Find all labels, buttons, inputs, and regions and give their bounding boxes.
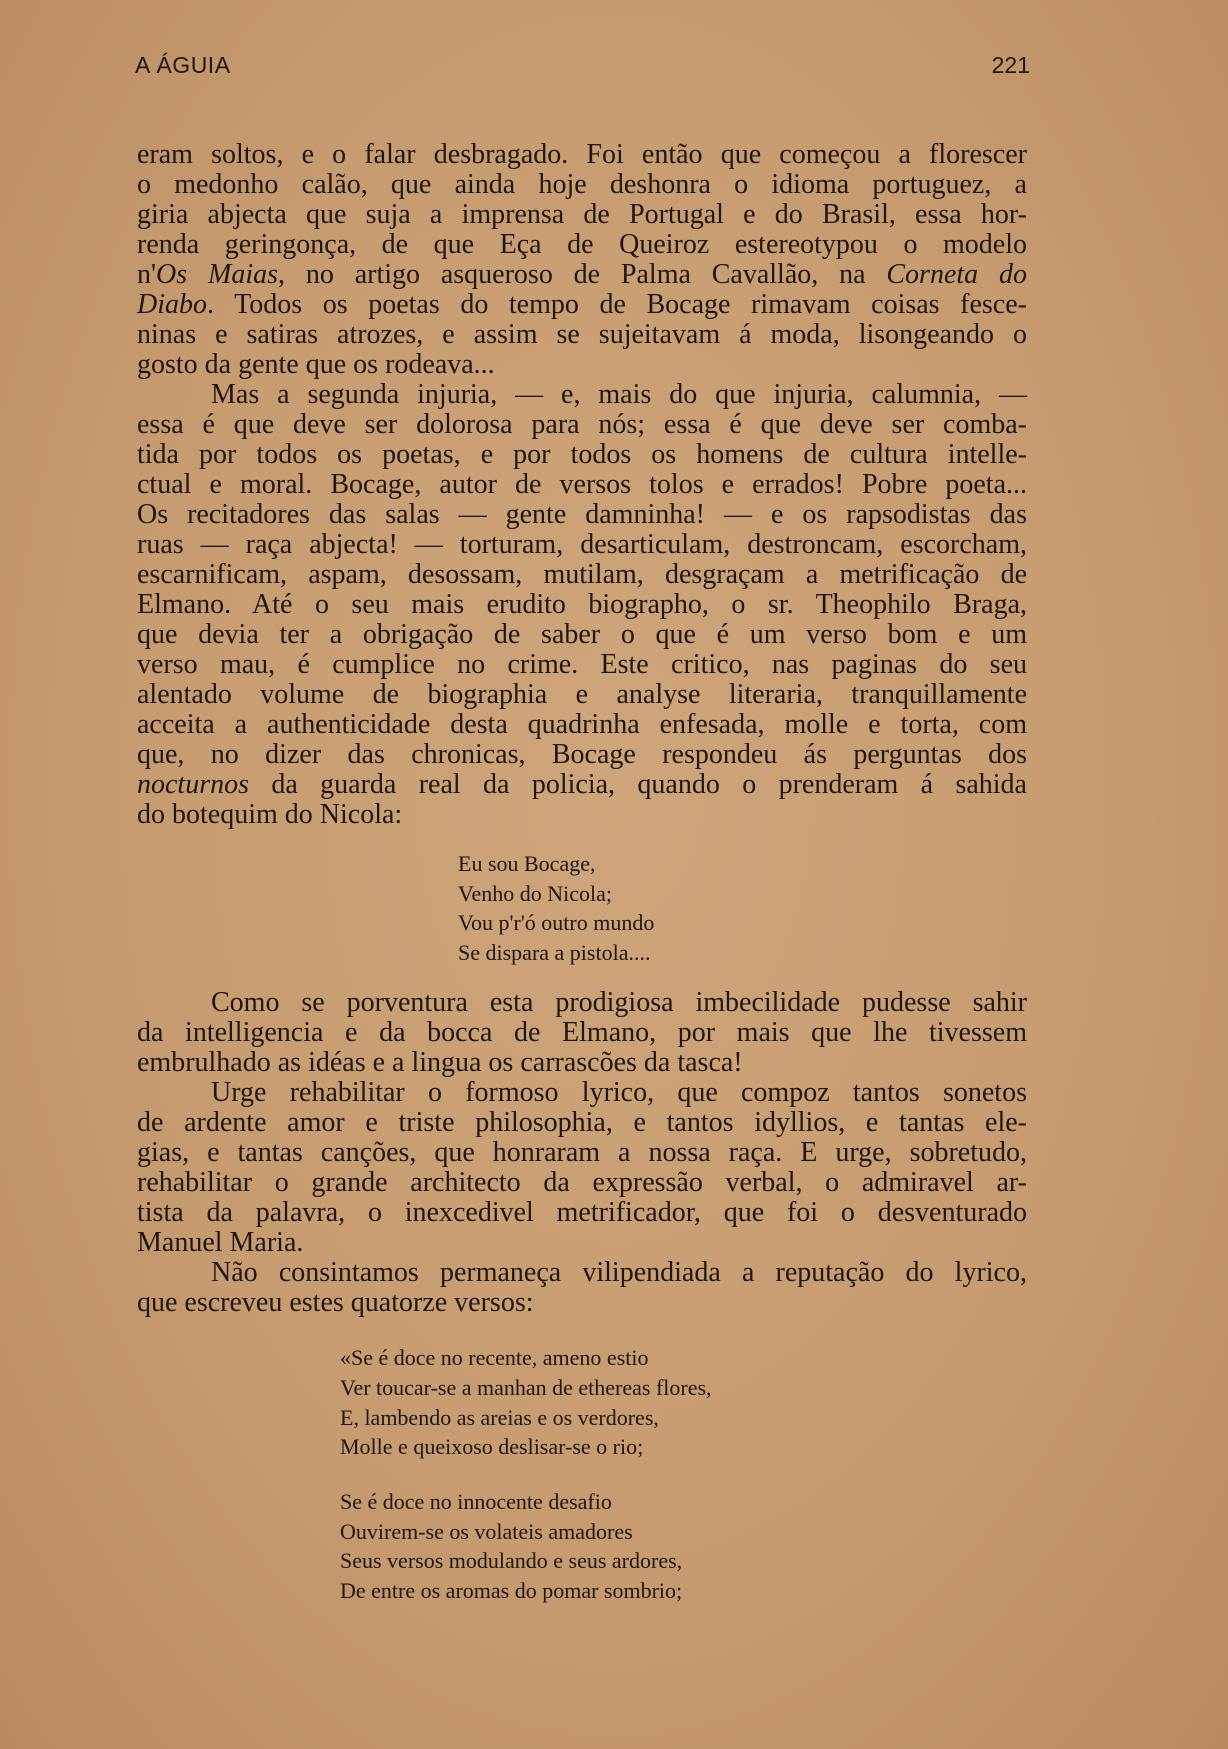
text-line: Mas a segunda injuria, — e, mais do que injuria, calumnia, — — [211, 379, 1027, 410]
text-line: ruas — raça abjecta! — torturam, desarticulam, destroncam, escorcham, — [137, 529, 1027, 560]
text-line: renda geringonça, de que Eça de Queiroz estereotypou o modelo — [137, 229, 1027, 260]
text-line: da intelligencia e da bocca de Elmano, por mais que lhe tivessem — [137, 1017, 1027, 1048]
text-line: Urge rehabilitar o formoso lyrico, que compoz tantos sonetos — [211, 1077, 1027, 1108]
text-line: Diabo. Todos os poetas do tempo de Bocage rimavam coisas fesce- — [137, 289, 1027, 320]
text-line: Não consintamos permaneça vilipendiada a reputação do lyrico, — [211, 1257, 1027, 1288]
text-line: que escreveu estes quatorze versos: — [137, 1287, 534, 1318]
text-line: n'Os Maias, no artigo asqueroso de Palma Cavallão, na Corneta do — [137, 259, 1027, 290]
text-line: tida por todos os poetas, e por todos os homens de cultura intelle- — [137, 439, 1027, 470]
text-line: que devia ter a obrigação de saber o que é um verso bom e um — [137, 619, 1027, 650]
text-line: gias, e tantas canções, que honraram a nossa raça. E urge, sobretudo, — [137, 1137, 1027, 1168]
text-line: Elmano. Até o seu mais erudito biographo, o sr. Theophilo Braga, — [137, 589, 1027, 620]
text-line: Os recitadores das salas — gente damninha! — e os rapsodistas das — [137, 499, 1027, 530]
sonnet-line: Molle e queixoso deslisar-se o rio; — [340, 1434, 644, 1459]
text-line: rehabilitar o grande architecto da expressão verbal, o admiravel ar- — [137, 1167, 1027, 1198]
text-line: acceita a authenticidade desta quadrinha enfesada, molle e torta, com — [137, 709, 1027, 740]
text-line: essa é que deve ser dolorosa para nós; essa é que deve ser comba- — [137, 409, 1027, 440]
verse-line: Vou p'r'ó outro mundo — [458, 910, 655, 935]
text-line: giria abjecta que suja a imprensa de Portugal e do Brasil, essa hor- — [137, 199, 1027, 230]
text-line: Como se porventura esta prodigiosa imbecilidade pudesse sahir — [211, 987, 1027, 1018]
text-line: alentado volume de biographia e analyse literaria, tranquillamente — [137, 679, 1027, 710]
text-line: de ardente amor e triste philosophia, e tantos idyllios, e tantas ele- — [137, 1107, 1027, 1138]
page-number: 221 — [991, 52, 1030, 78]
sonnet-line: Se é doce no innocente desafio — [340, 1489, 612, 1514]
text-line: ctual e moral. Bocage, autor de versos tolos e errados! Pobre poeta... — [137, 469, 1027, 500]
text-line: escarnificam, aspam, desossam, mutilam, desgraçam a metrificação de — [137, 559, 1027, 590]
text-line: Manuel Maria. — [137, 1227, 304, 1258]
text-line: o medonho calão, que ainda hoje deshonra o idioma portuguez, a — [137, 169, 1027, 200]
text-line: ninas e satiras atrozes, e assim se sujeitavam á moda, lisongeando o — [137, 319, 1027, 350]
text-line: verso mau, é cumplice no crime. Este critico, nas paginas do seu — [137, 649, 1027, 680]
text-line: eram soltos, e o falar desbragado. Foi então que começou a florescer — [137, 139, 1027, 170]
text-line: gosto da gente que os rodeava... — [137, 349, 495, 380]
sonnet-line: «Se é doce no recente, ameno estio — [340, 1345, 649, 1370]
sonnet-line: Seus versos modulando e seus ardores, — [340, 1548, 683, 1573]
text-line: embrulhado as idéas e a lingua os carrascões da tasca! — [137, 1047, 743, 1078]
sonnet-line: E, lambendo as areias e os verdores, — [340, 1405, 659, 1430]
running-header — [135, 52, 1030, 92]
text-line: do botequim do Nicola: — [137, 799, 403, 830]
verse-line: Eu sou Bocage, — [458, 851, 596, 876]
journal-title: A ÁGUIA — [135, 52, 231, 78]
text-line: tista da palavra, o inexcedivel metrificador, que foi o desventurado — [137, 1197, 1027, 1228]
text-line: nocturnos da guarda real da policia, quando o prenderam á sahida — [137, 769, 1027, 800]
sonnet-line: Ver toucar-se a manhan de ethereas flores, — [340, 1375, 712, 1400]
verse-line: Se dispara a pistola.... — [458, 940, 651, 965]
sonnet-line: Ouvirem-se os volateis amadores — [340, 1519, 633, 1544]
sonnet-line: De entre os aromas do pomar sombrio; — [340, 1578, 683, 1603]
text-line: que, no dizer das chronicas, Bocage respondeu ás perguntas dos — [137, 739, 1027, 770]
verse-line: Venho do Nicola; — [458, 881, 612, 906]
